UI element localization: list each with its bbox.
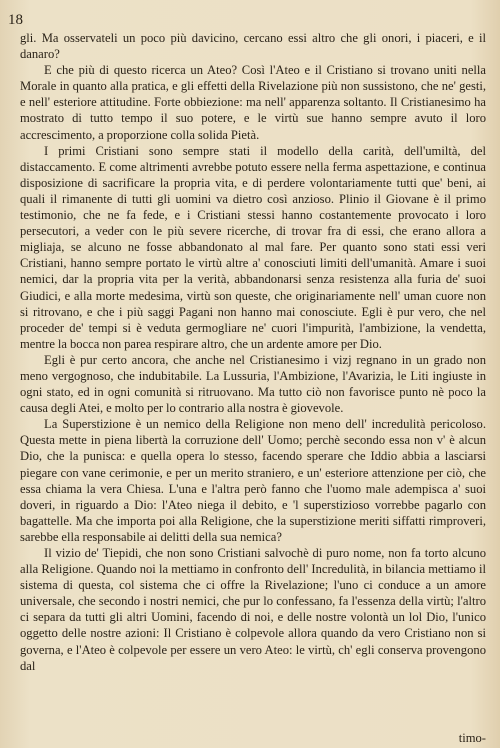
paragraph-2: E che più di questo ricerca un Ateo? Così l'Ateo e il Cristiano si trovano uniti nella Morale in quanto alla pratica, e gli effetti della Rivelazione più non sussistono, che ne' gesti, e nell' esteriore attitudine. Forte obbiezione: ma nell' apparenza soltanto. Il Cristianesimo ha mostrato di tutto tempo il suo potere, e le virtù sue hanno sempre avuto il loro accrescimento, a proporzione colla solida Pietà. [20, 63, 486, 142]
body-text [20, 30, 486, 674]
paragraph-5: La Superstizione è un nemico della Religione non meno dell' incredulità pericoloso. Questa mette in piena libertà la corruzione dell' Uomo; perchè secondo essa non v' è alcun Dio, che la punisca: e quella opera lo stesso, facendo sperare che Iddio abbia a lasciarsi piegare con vane cerimonie, e per un merito straniero, e un' esteriore attenzione per ciò, che essa chiama la vera Chiesa. L'una e l'altra però fanno che l'uomo male adempisca a' suoi doveri, in riguardo a Dio: l'Ateo niega il debito, e 'l superstizioso vorrebbe pagarlo con bagattelle. Ma che importa poi alla Religione, che la superstizione meriti siffatti rimproveri, sarebbe ella responsabile ai delitti della sua nemica? [20, 417, 486, 544]
paragraph-6: Il vizio de' Tiepidi, che non sono Cristiani salvochè di puro nome, non fa torto alcuno alla Religione. Quando noi la mettiamo in confronto dell' Incredulità, in bilancia mettiamo il sistema di questa, col sistema che ci offre la Rivelazione; l'uno ci conduce a un amore universale, che secondo i nostri nemici, che pur lo confessano, fa l'essenza della virtù; l'altro ci separa da tutti gli altri Uomini, facendo di noi, e delle nostre volontà un lol Dio, l'unico oggetto delle nostre azioni: Il Cristiano è colpevole allora quando da vero Cristiano non si governa, e l'Ateo è colpevole per essere un vero Ateo: le virtù, ch' egli conserva provengono dal [20, 546, 486, 673]
paragraph-1: gli. Ma osservateli un poco più davicino, cercano essi altro che gli onori, i piaceri, e il danaro? [20, 31, 486, 62]
catchword: timo- [458, 731, 486, 745]
page-number: 18 [8, 12, 23, 28]
paragraph-4: Egli è pur certo ancora, che anche nel Cristianesimo i vizj regnano in un grado non meno vergognoso, che indubitabile. La Lussuria, l'Ambizione, l'Avarizia, le Liti ingiuste in ogni stato, ed in ogni comunità si ritruovano. Ma tutto ciò non favorisce punto nè poco la causa degli Atei, e molto per lo contrario alla nostra è giovevole. [20, 352, 486, 416]
paragraph-3: I primi Cristiani sono sempre stati il modello della carità, dell'umiltà, del distaccamento. E come altrimenti avrebbe potuto essere nella ferma aspettazione, e continua disposizione di sacrificare la propria vita, e di perdere volontariamente tutti que' beni, ai quali il rimanente di tutti gli uomini va dietro così anzioso. Plinio il Giovane è il primo testimonio, che ne fa fede, e i Cristiani stessi hanno costantemente provocato i loro persecutori, a veder con le più severe ricerche, di trovar fra di essi, che erano allora a migliaja, se alcuno ne fosse abbandonato al mal fare. Per quanto sono stati essi veri Cristiani, hanno sempre portato le virtù altre a' conosciuti limiti dell'umanità. Amare i suoi nemici, dar la propria vita per la verità, abbandonarsi senza resistenza alla furia de' suoi Giudici, e alla morte medesima, virtù son queste, che originariamente nell' uman cuore non si ritrovano, e che i più saggi Pagani non hanno mai conosciute. Egli è pur vero, che nel proceder de' tempi si è veduta germogliare ne' cuori l'impurità, l'ambizione, la vendetta, mentre la bocca non parea respirare altro, che un ardente amore per Dio. [20, 143, 486, 351]
